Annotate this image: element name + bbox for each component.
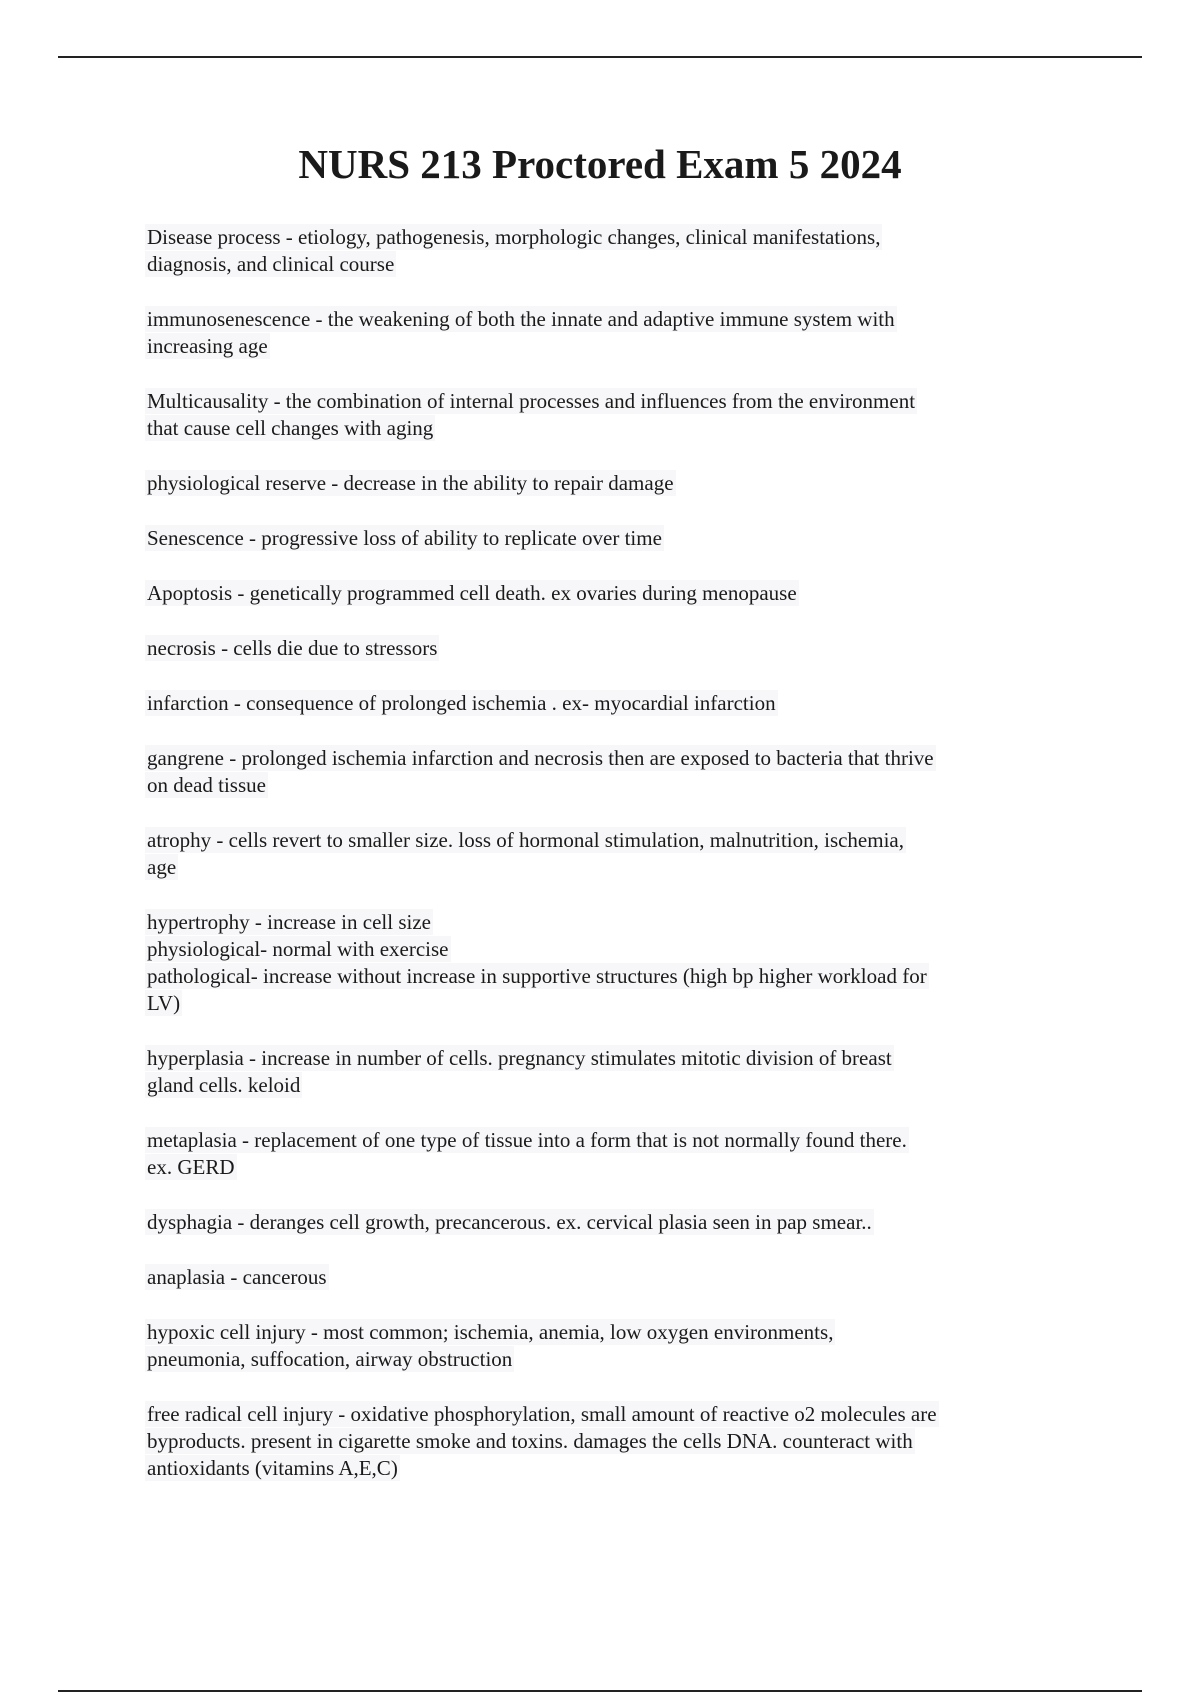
term-entry-text: on dead tissue <box>147 773 266 797</box>
term-entry-text: Multicausality - the combination of internal processes and influences from the environment <box>147 389 916 413</box>
term-entry-line <box>145 990 1065 1017</box>
term-entry-line <box>145 388 1065 415</box>
term-entry-text: Apoptosis - genetically programmed cell death. ex ovaries during menopause <box>147 581 797 605</box>
term-entry-text: anaplasia - cancerous <box>147 1265 327 1289</box>
term-entry <box>145 224 1065 278</box>
term-entry-line <box>145 963 1065 990</box>
term-entry-text: increasing age <box>147 334 268 358</box>
term-entry-text: atrophy - cells revert to smaller size. loss of hormonal stimulation, malnutrition, ischemia, <box>147 828 904 852</box>
term-entry-text: free radical cell injury - oxidative phosphorylation, small amount of reactive o2 molecules are <box>147 1402 937 1426</box>
term-entry-text: metaplasia - replacement of one type of tissue into a form that is not normally found there. <box>147 1128 907 1152</box>
term-entry-text: immunosenescence - the weakening of both the innate and adaptive immune system with <box>147 307 895 331</box>
term-entry-text: Senescence - progressive loss of ability to replicate over time <box>147 526 662 550</box>
term-entry-line <box>145 1072 1065 1099</box>
term-entry-line <box>145 745 1065 772</box>
term-entry-text: LV) <box>147 991 181 1015</box>
term-entry-line <box>145 525 1065 552</box>
term-list <box>145 224 1065 1510</box>
term-entry-text: diagnosis, and clinical course <box>147 252 395 276</box>
document-title: NURS 213 Proctored Exam 5 2024 <box>298 141 902 187</box>
term-entry-text: ex. GERD <box>147 1155 235 1179</box>
term-entry <box>145 388 1065 442</box>
term-entry-text: hyperplasia - increase in number of cells. pregnancy stimulates mitotic division of breast <box>147 1046 892 1070</box>
term-entry-line <box>145 909 1065 936</box>
term-entry-text: gland cells. keloid <box>147 1073 301 1097</box>
term-entry-line <box>145 1319 1065 1346</box>
header-rule <box>58 56 1142 58</box>
term-entry-line <box>145 1401 1065 1428</box>
term-entry <box>145 909 1065 1017</box>
term-entry-line <box>145 1209 1065 1236</box>
term-entry <box>145 1127 1065 1181</box>
term-entry-text: physiological- normal with exercise <box>147 937 449 961</box>
term-entry <box>145 827 1065 881</box>
term-entry-text: necrosis - cells die due to stressors <box>147 636 438 660</box>
term-entry-text: antioxidants (vitamins A,E,C) <box>147 1456 398 1480</box>
term-entry-text: that cause cell changes with aging <box>147 416 434 440</box>
term-entry-text: pathological- increase without increase in supportive structures (high bp higher workload for <box>147 964 927 988</box>
term-entry-line <box>145 306 1065 333</box>
term-entry-text: byproducts. present in cigarette smoke and toxins. damages the cells DNA. counteract with <box>147 1429 913 1453</box>
term-entry <box>145 635 1065 662</box>
term-entry-text: gangrene - prolonged ischemia infarction and necrosis then are exposed to bacteria that thrive <box>147 746 934 770</box>
term-entry-line <box>145 251 1065 278</box>
term-entry-text: hypoxic cell injury - most common; ischemia, anemia, low oxygen environments, <box>147 1320 834 1344</box>
term-entry-line <box>145 1127 1065 1154</box>
term-entry-line <box>145 1045 1065 1072</box>
term-entry-text: pneumonia, suffocation, airway obstruction <box>147 1347 513 1371</box>
term-entry-text: infarction - consequence of prolonged ischemia . ex- myocardial infarction <box>147 691 776 715</box>
term-entry-line <box>145 415 1065 442</box>
term-entry-text: hypertrophy - increase in cell size <box>147 910 431 934</box>
term-entry-line <box>145 936 1065 963</box>
footer-rule <box>58 1690 1142 1692</box>
term-entry-line <box>145 580 1065 607</box>
term-entry-text: physiological reserve - decrease in the ability to repair damage <box>147 471 674 495</box>
term-entry-line <box>145 690 1065 717</box>
term-entry <box>145 1209 1065 1236</box>
term-entry-line <box>145 854 1065 881</box>
term-entry-line <box>145 224 1065 251</box>
term-entry-text: Disease process - etiology, pathogenesis, morphologic changes, clinical manifestations, <box>147 225 881 249</box>
term-entry-line <box>145 470 1065 497</box>
term-entry <box>145 1319 1065 1373</box>
term-entry-text: age <box>147 855 177 879</box>
term-entry <box>145 306 1065 360</box>
term-entry-line <box>145 1428 1065 1455</box>
term-entry <box>145 690 1065 717</box>
term-entry <box>145 580 1065 607</box>
term-entry <box>145 1264 1065 1291</box>
term-entry <box>145 525 1065 552</box>
term-entry-line <box>145 1154 1065 1181</box>
term-entry <box>145 745 1065 799</box>
term-entry-line <box>145 1455 1065 1482</box>
term-entry-line <box>145 827 1065 854</box>
term-entry-line <box>145 772 1065 799</box>
term-entry-line <box>145 1264 1065 1291</box>
term-entry-text: dysphagia - deranges cell growth, precancerous. ex. cervical plasia seen in pap smear.. <box>147 1210 872 1234</box>
term-entry-line <box>145 635 1065 662</box>
term-entry <box>145 470 1065 497</box>
term-entry <box>145 1045 1065 1099</box>
term-entry <box>145 1401 1065 1482</box>
term-entry-line <box>145 333 1065 360</box>
term-entry-line <box>145 1346 1065 1373</box>
